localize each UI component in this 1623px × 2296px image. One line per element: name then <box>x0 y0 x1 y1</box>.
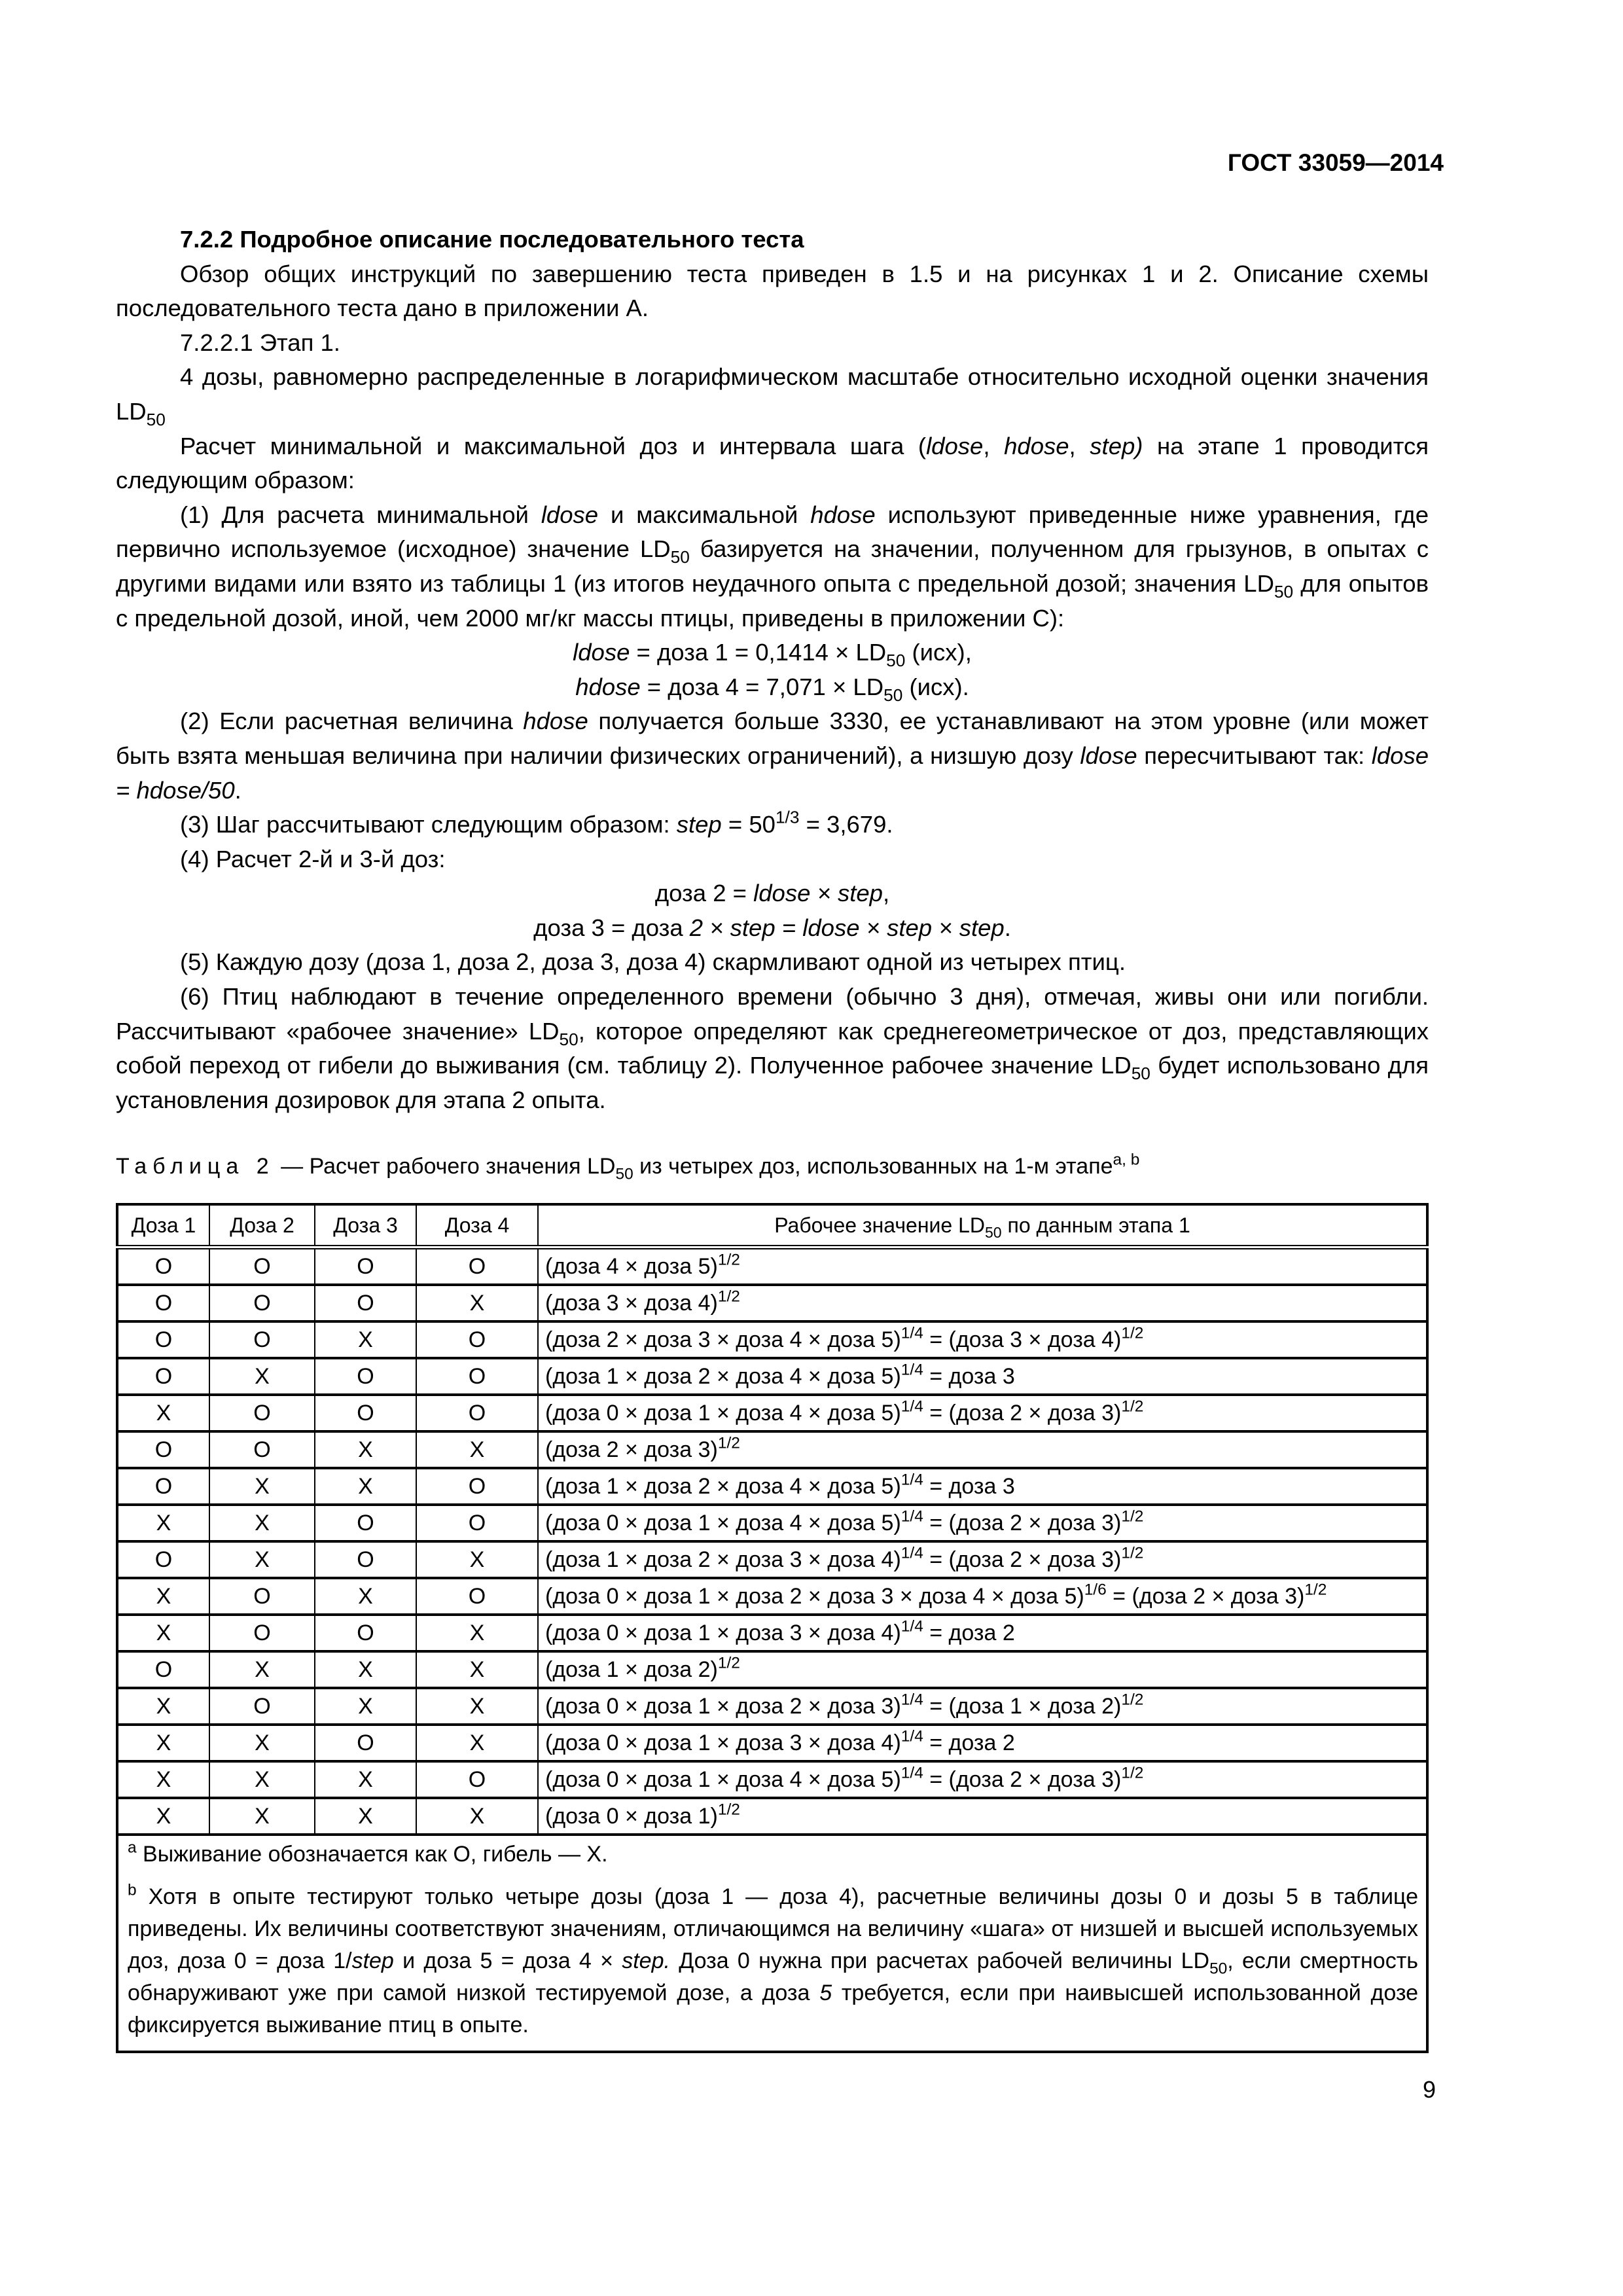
table-row <box>117 1358 1427 1395</box>
dose-3-outcome: X <box>315 1578 416 1615</box>
table-row <box>117 1688 1427 1725</box>
working-ld50-formula: (доза 0 × доза 1 × доза 3 × доза 4)$^{1/4}$ = доза 2 <box>538 1615 1427 1651</box>
dose-3-outcome: O <box>315 1395 416 1431</box>
dose-3-outcome: O <box>315 1358 416 1395</box>
dose-2-outcome: X <box>209 1761 315 1798</box>
dose-1-outcome: O <box>117 1431 209 1468</box>
dose-1-outcome: X <box>117 1505 209 1541</box>
dose-2-outcome: O <box>209 1247 315 1285</box>
dose-3-outcome: X <box>315 1798 416 1835</box>
header-dose-1: Доза 1 <box>117 1204 209 1247</box>
dose-3-outcome: X <box>315 1761 416 1798</box>
dose-3-outcome: O <box>315 1615 416 1651</box>
dose-1-outcome: O <box>117 1285 209 1321</box>
working-ld50-formula: (доза 2 × доза 3 × доза 4 × доза 5)$^{1/4}$ = (доза 3 × доза 4)$^{1/2}$ <box>538 1321 1427 1358</box>
dose-1-outcome: O <box>117 1651 209 1688</box>
subsection-heading: 7.2.2.1 Этап 1. <box>180 329 340 356</box>
dose-4-outcome: O <box>416 1395 538 1431</box>
dose-4-outcome: X <box>416 1798 538 1835</box>
dose-1-outcome: O <box>117 1247 209 1285</box>
section-heading: 7.2.2 Подробное описание последовательного теста <box>180 226 804 253</box>
dose-4-outcome: O <box>416 1468 538 1505</box>
item-6: (6) Птиц наблюдают в течение определенного времени (обычно 3 дня), отмечая, живы они или погибли. Рассчитывают «рабочее значение» $LD_{50}$, которое определяют как среднегеометрическое от доз, представляющих собой переход от гибели до выживания (см. таблицу 2). Полученное рабочее значение $LD_{50}$ будет использовано для установления дозировок для этапа 2 опыта. <box>116 983 1429 1113</box>
header-dose-3: Доза 3 <box>315 1204 416 1247</box>
formula-dose3: доза 3 = доза 2 × step = ldose × step × step. <box>533 914 1011 941</box>
dose-2-outcome: O <box>209 1395 315 1431</box>
dose-2-outcome: O <box>209 1688 315 1725</box>
table-row <box>117 1505 1427 1541</box>
dose-2-outcome: X <box>209 1725 315 1761</box>
dose-4-outcome: X <box>416 1431 538 1468</box>
table-row <box>117 1651 1427 1688</box>
table-notes-row <box>117 1835 1427 2052</box>
table-caption: Таблица 2 — Расчет рабочего значения $LD_{50}$ из четырех доз, использованных на 1-м этапе$^{a, b}$ <box>116 1151 1140 1183</box>
table-row <box>117 1431 1427 1468</box>
dose-1-outcome: O <box>117 1468 209 1505</box>
table-row <box>117 1541 1427 1578</box>
dose-1-outcome: X <box>117 1761 209 1798</box>
dose-1-outcome: X <box>117 1578 209 1615</box>
item-4: (4) Расчет 2-й и 3-й доз: <box>180 845 446 872</box>
dose-4-outcome: X <box>416 1285 538 1321</box>
table-row <box>117 1798 1427 1835</box>
dose-3-outcome: O <box>315 1285 416 1321</box>
calc-paragraph: Расчет минимальной и максимальной доз и интервала шага (ldose, hdose, step) на этапе 1 проводится следующим образом: <box>116 432 1429 494</box>
working-ld50-formula: (доза 1 × доза 2 × доза 4 × доза 5)$^{1/4}$ = доза 3 <box>538 1468 1427 1505</box>
dose-2-outcome: X <box>209 1651 315 1688</box>
dose-3-outcome: O <box>315 1505 416 1541</box>
working-ld50-formula: (доза 0 × доза 1 × доза 4 × доза 5)$^{1/4}$ = (доза 2 × доза 3)$^{1/2}$ <box>538 1505 1427 1541</box>
table-row <box>117 1761 1427 1798</box>
working-ld50-formula: (доза 0 × доза 1 × доза 3 × доза 4)$^{1/4}$ = доза 2 <box>538 1725 1427 1761</box>
working-ld50-formula: (доза 1 × доза 2)$^{1/2}$ <box>538 1651 1427 1688</box>
dose-2-outcome: X <box>209 1541 315 1578</box>
document-code-header: ГОСТ 33059—2014 <box>1227 149 1444 176</box>
table-row <box>117 1247 1427 1285</box>
dose-2-outcome: X <box>209 1505 315 1541</box>
dose-2-outcome: X <box>209 1358 315 1395</box>
item-2: (2) Если расчетная величина hdose получается больше 3330, ее устанавливают на этом уровне (или может быть взята меньшая величина при наличии физических ограничений), а низшую дозу ldose пересчитывают так: ldose = hdose/50. <box>116 708 1429 804</box>
dose-3-outcome: X <box>315 1431 416 1468</box>
dose-4-outcome: O <box>416 1247 538 1285</box>
dose-3-outcome: X <box>315 1468 416 1505</box>
dose-4-outcome: O <box>416 1505 538 1541</box>
dose-1-outcome: X <box>117 1688 209 1725</box>
dose-3-outcome: X <box>315 1651 416 1688</box>
note-a: $^a$ Выживание обозначается как О, гибель — Х. <box>128 1839 608 1867</box>
formula-hdose: hdose = доза $4 = 7,071 \times LD_{50}$ (исх). <box>575 673 969 705</box>
formula-dose2: доза 2 = ldose × step, <box>654 880 890 907</box>
dose-4-outcome: O <box>416 1358 538 1395</box>
dose-2-outcome: X <box>209 1468 315 1505</box>
item-1: (1) Для расчета минимальной ldose и максимальной hdose используют приведенные ниже уравнения, где первично используемое (исходное) значение $LD_{50}$ базируется на значении, полученном для грызунов, в опытах с другими видами или взято из таблицы 1 (из итогов неудачного опыта с предельной дозой; значения $LD_{50}$ для опытов с предельной дозой, иной, чем 2000 мг/кг массы птицы, приведены в приложении С): <box>116 501 1429 632</box>
dose-2-outcome: O <box>209 1578 315 1615</box>
dose-4-outcome: X <box>416 1651 538 1688</box>
dose-4-outcome: X <box>416 1541 538 1578</box>
note-b: $^b$ Хотя в опыте тестируют только четыре дозы (доза 1 — доза 4), расчетные величины дозы 0 и дозы 5 в таблице приведены. Их величины соответствуют значениям, отличающимся на величину «шага» от низшей и высшей используемых доз, доза 0 = доза 1/step и доза 5 = доза 4 × step. Доза 0 нужна при расчетах рабочей величины $LD_{50}$, если смертность обнаруживают уже при самой низкой тестируемой дозе, а доза 5 требуется, если при наивысшей использованной дозе фиксируется выживание птиц в опыте. <box>128 1881 1419 2037</box>
dose-4-outcome: O <box>416 1321 538 1358</box>
working-ld50-formula: (доза 0 × доза 1 × доза 4 × доза 5)$^{1/4}$ = (доза 2 × доза 3)$^{1/2}$ <box>538 1761 1427 1798</box>
dose-1-outcome: X <box>117 1615 209 1651</box>
table-row <box>117 1468 1427 1505</box>
item-5: (5) Каждую дозу (доза 1, доза 2, доза 3, доза 4) скармливают одной из четырех птиц. <box>180 948 1126 976</box>
working-ld50-formula: (доза 1 × доза 2 × доза 3 × доза 4)$^{1/4}$ = (доза 2 × доза 3)$^{1/2}$ <box>538 1541 1427 1578</box>
dose-1-outcome: X <box>117 1798 209 1835</box>
dose-3-outcome: O <box>315 1541 416 1578</box>
working-ld50-formula: (доза 0 × доза 1)$^{1/2}$ <box>538 1798 1427 1835</box>
dose-2-outcome: X <box>209 1798 315 1835</box>
table-header-row <box>117 1204 1427 1247</box>
dose-1-outcome: O <box>117 1358 209 1395</box>
dose-4-outcome: X <box>416 1725 538 1761</box>
dose-3-outcome: X <box>315 1688 416 1725</box>
dose-2-outcome: O <box>209 1285 315 1321</box>
table-row <box>117 1321 1427 1358</box>
working-ld50-formula: (доза 0 × доза 1 × доза 2 × доза 3 × доза 4 × доза 5)$^{1/6}$ = (доза 2 × доза 3)$^{1/2}$ <box>538 1578 1427 1615</box>
table-row <box>117 1615 1427 1651</box>
dose-3-outcome: O <box>315 1725 416 1761</box>
formula-ldose: ldose = доза $1 = 0,1414 \times LD_{50}$ (исх), <box>573 639 972 671</box>
page-number: 9 <box>1423 2076 1436 2103</box>
working-ld50-formula: (доза 2 × доза 3)$^{1/2}$ <box>538 1431 1427 1468</box>
header-dose-4: Доза 4 <box>416 1204 538 1247</box>
ld50-table <box>116 1203 1429 2053</box>
table-row <box>117 1578 1427 1615</box>
working-ld50-formula: (доза 0 × доза 1 × доза 4 × доза 5)$^{1/4}$ = (доза 2 × доза 3)$^{1/2}$ <box>538 1395 1427 1431</box>
intro-paragraph: Обзор общих инструкций по завершению теста приведен в 1.5 и на рисунках 1 и 2. Описание схемы последовательного теста дано в приложении А. <box>116 260 1429 322</box>
working-ld50-formula: (доза 3 × доза 4)$^{1/2}$ <box>538 1285 1427 1321</box>
item-3: (3) Шаг рассчитывают следующим образом: step = $50^{1/3} = 3,679$. <box>180 807 893 838</box>
dose-1-outcome: O <box>117 1541 209 1578</box>
header-dose-2: Доза 2 <box>209 1204 315 1247</box>
table-row <box>117 1725 1427 1761</box>
working-ld50-formula: (доза 0 × доза 1 × доза 2 × доза 3)$^{1/4}$ = (доза 1 × доза 2)$^{1/2}$ <box>538 1688 1427 1725</box>
header-working-ld50: Рабочее значение $LD_{50}$ по данным этапа 1 <box>538 1204 1427 1247</box>
dose-2-outcome: O <box>209 1431 315 1468</box>
dose-4-outcome: X <box>416 1688 538 1725</box>
dose-2-outcome: O <box>209 1321 315 1358</box>
dose-4-outcome: X <box>416 1615 538 1651</box>
dose-4-outcome: O <box>416 1578 538 1615</box>
doses-paragraph: 4 дозы, равномерно распределенные в логарифмическом масштабе относительно исходной оценки значения $LD_{50}$ <box>116 363 1429 430</box>
working-ld50-formula: (доза 1 × доза 2 × доза 4 × доза 5)$^{1/4}$ = доза 3 <box>538 1358 1427 1395</box>
table-row <box>117 1395 1427 1431</box>
dose-1-outcome: X <box>117 1725 209 1761</box>
section-body <box>116 223 1429 1117</box>
working-ld50-formula: (доза 4 × доза 5)$^{1/2}$ <box>538 1247 1427 1285</box>
dose-2-outcome: O <box>209 1615 315 1651</box>
dose-1-outcome: X <box>117 1395 209 1431</box>
table-notes <box>117 1835 1427 2052</box>
dose-1-outcome: O <box>117 1321 209 1358</box>
dose-3-outcome: O <box>315 1247 416 1285</box>
dose-4-outcome: O <box>416 1761 538 1798</box>
table-row <box>117 1285 1427 1321</box>
dose-3-outcome: X <box>315 1321 416 1358</box>
